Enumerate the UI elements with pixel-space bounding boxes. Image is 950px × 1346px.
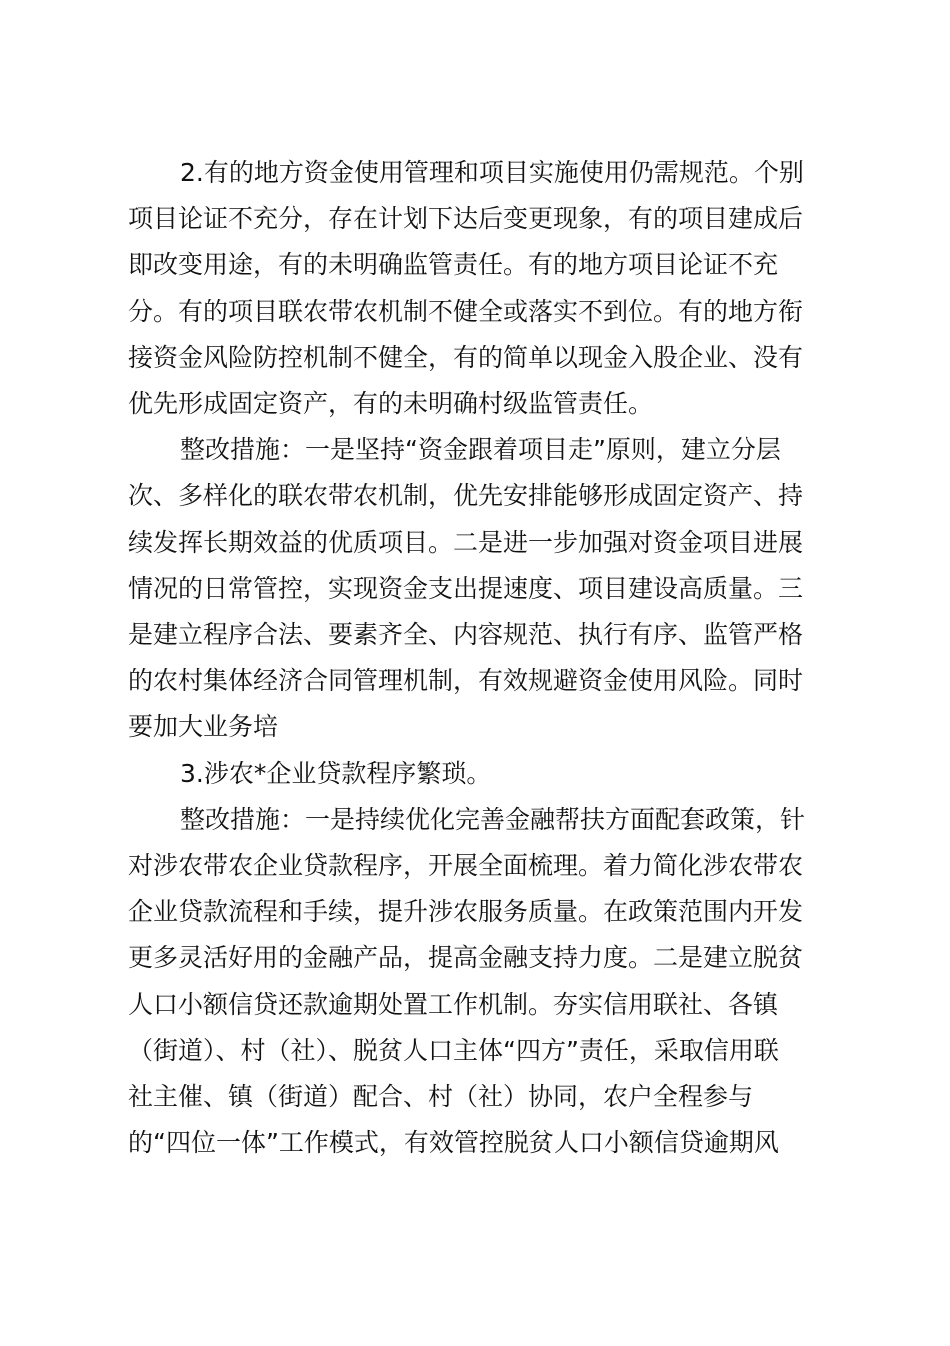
text-line: 要加大业务培 — [128, 712, 279, 742]
paragraph-issue-2 — [128, 150, 828, 427]
text-line: 3.涉农*企业贷款程序繁琐。 — [180, 758, 492, 788]
text-line: 整改措施：一是坚持“资金跟着项目走”原则，建立分层 — [180, 435, 781, 465]
text-line: 企业贷款流程和手续，提升涉农服务质量。在政策范围内开发 — [128, 897, 804, 927]
text-line: 优先形成固定资产，有的未明确村级监管责任。 — [128, 389, 654, 419]
text-line: 社主催、镇（街道）配合、村（社）协同，农户全程参与 — [128, 1082, 754, 1112]
text-line: 续发挥长期效益的优质项目。二是进一步加强对资金项目进展 — [128, 527, 804, 557]
paragraph-issue-3 — [128, 751, 828, 797]
text-line: 的农村集体经济合同管理机制，有效规避资金使用风险。同时 — [128, 666, 804, 696]
text-line: 整改措施：一是持续优化完善金融帮扶方面配套政策，针 — [180, 804, 806, 834]
text-line: 次、多样化的联农带农机制，优先安排能够形成固定资产、持 — [128, 481, 804, 511]
text-line: 情况的日常管控，实现资金支出提速度、项目建设高质量。三 — [128, 573, 804, 603]
text-line: 人口小额信贷还款逾期处置工作机制。夯实信用联社、各镇 — [128, 989, 779, 1019]
text-line: 2.有的地方资金使用管理和项目实施使用仍需规范。个别 — [180, 158, 804, 187]
text-line: 分。有的项目联农带农机制不健全或落实不到位。有的地方衔 — [128, 296, 804, 326]
text-line: 项目论证不充分，存在计划下达后变更现象，有的项目建成后 — [128, 204, 804, 234]
text-line: （街道）、村（社）、脱贫人口主体“四方”责任，采取信用联 — [128, 1035, 779, 1065]
text-line: 对涉农带农企业贷款程序，开展全面梳理。着力简化涉农带农 — [128, 851, 804, 881]
document-body — [128, 150, 828, 1166]
text-line: 即改变用途，有的未明确监管责任。有的地方项目论证不充 — [128, 250, 779, 280]
text-line: 是建立程序合法、要素齐全、内容规范、执行有序、监管严格 — [128, 620, 804, 650]
paragraph-measures-2 — [128, 427, 828, 750]
text-line: 接资金风险防控机制不健全，有的简单以现金入股企业、没有 — [128, 342, 804, 372]
paragraph-measures-3 — [128, 797, 828, 1167]
text-line: 更多灵活好用的金融产品，提高金融支持力度。二是建立脱贫 — [128, 943, 804, 973]
text-line: 的“四位一体”工作模式，有效管控脱贫人口小额信贷逾期风 — [128, 1128, 779, 1158]
